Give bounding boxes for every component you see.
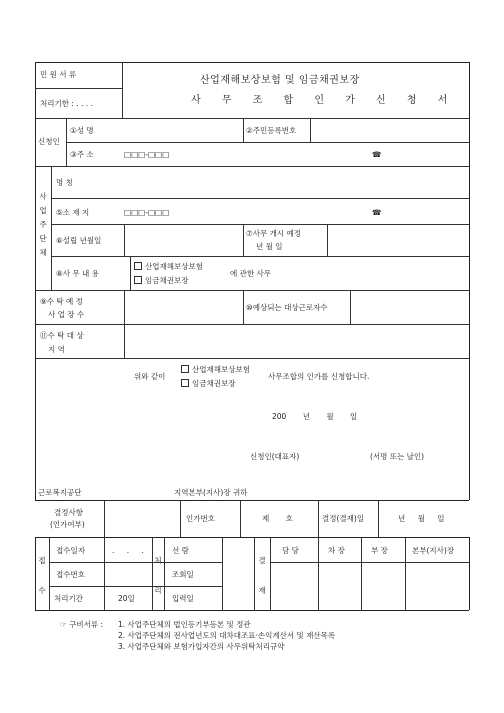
checkbox-icon — [134, 262, 142, 270]
sign-note: (서명 또는 날인) — [370, 452, 425, 461]
check-row-label: 조회일 — [172, 570, 194, 579]
applicant-section-label: 신청인 — [38, 137, 60, 146]
business-section-label: 사업주단체 — [39, 192, 47, 257]
period-label: 처리기간 — [54, 594, 83, 603]
attachment-item: 1. 사업주단체의 법인등기부등본 및 정관 — [118, 620, 251, 629]
content-suffix: 에 관한 사무 — [230, 269, 271, 278]
start-date-ymd: 년 월 일 — [256, 242, 283, 251]
start-date-label: ⑦사무 개시 예정 — [246, 229, 301, 238]
planned-sites-label-2: 사 업 장 수 — [48, 310, 85, 319]
permit-no-value[interactable]: 제 호 — [262, 514, 293, 523]
planned-sites-field[interactable] — [126, 292, 241, 322]
input-row-label: 입력일 — [172, 594, 194, 603]
start-date-field[interactable] — [329, 226, 467, 254]
approval-section-label: 결재 — [258, 556, 266, 595]
approval-col-staff: 담 당 — [282, 546, 299, 555]
attachment-item: 3. 사업주단체와 보험가입자간의 사무위탁처리규약 — [118, 642, 285, 651]
decision-field[interactable] — [106, 502, 178, 535]
attachments-label: ☞ 구비서류 : — [60, 620, 103, 629]
form-title: 산업재해보상보험 및 임금채권보장 — [200, 75, 360, 86]
business-name-field[interactable] — [124, 168, 467, 196]
recipient-org: 근로복지공단 — [38, 488, 82, 497]
business-content-label: ⑧사 무 내 용 — [56, 269, 99, 278]
phone-icon: ☎ — [372, 208, 382, 217]
area-label-2: 지 역 — [48, 345, 65, 354]
area-field[interactable] — [126, 326, 467, 356]
name-label: ①성 명 — [70, 126, 94, 135]
sent-row-label: 선 람 — [172, 546, 189, 555]
decision-date-label: 결정(결재)일 — [322, 514, 365, 523]
process-section-label: 처리 — [154, 556, 162, 595]
location-zip[interactable]: □□□-□□□ — [124, 208, 170, 217]
establish-date-field[interactable] — [126, 226, 241, 254]
statement-option-insurance[interactable]: 산업재해보상보험 — [181, 365, 250, 374]
address-zip[interactable]: □□□-□□□ — [124, 150, 170, 159]
option-wage[interactable]: 임금채권보장 — [134, 276, 188, 285]
expected-workers-field[interactable] — [352, 292, 467, 322]
recipient-to: 지역본부(지사)장 귀하 — [174, 488, 248, 497]
form-subtitle: 사 무 조 합 인 가 신 청 서 — [191, 95, 457, 106]
business-name-label: 명 칭 — [56, 178, 73, 187]
receipt-date-value[interactable]: . . . — [112, 546, 149, 555]
name-field[interactable] — [124, 120, 241, 140]
location-label: ⑤소 재 지 — [56, 208, 90, 217]
checkbox-icon — [134, 276, 142, 284]
receipt-section-label: 접수 — [38, 556, 46, 595]
approval-sign-box[interactable] — [320, 564, 359, 608]
signer-label: 신청인(대표자) — [250, 452, 300, 461]
deadline-label: 처리기한 : . . . . — [40, 99, 93, 108]
checkbox-icon — [181, 379, 189, 387]
period-value: 20일 — [118, 594, 135, 603]
approval-col-director: 본부(지사)장 — [412, 546, 455, 555]
checkbox-icon — [181, 365, 189, 373]
decision-date-value[interactable]: 년 월 일 — [398, 514, 445, 523]
statement-suffix: 사무조합의 인가를 신청합니다. — [268, 372, 370, 381]
statement-date[interactable]: 200 년 월 일 — [272, 412, 358, 421]
approval-sign-box[interactable] — [272, 564, 316, 608]
phone-icon: ☎ — [372, 150, 382, 159]
receipt-no-field[interactable] — [106, 564, 150, 584]
civil-docs-label: 민 원 서 류 — [40, 70, 77, 79]
receipt-date-label: 접수일자 — [56, 546, 85, 555]
expected-workers-label: ⑩예상되는 대상근로자수 — [246, 303, 328, 312]
statement-option-wage[interactable]: 임금채권보장 — [181, 379, 235, 388]
receipt-no-label: 접수번호 — [56, 570, 85, 579]
permit-no-label: 인가번호 — [186, 514, 215, 523]
decision-matter-label: 결정사항 — [54, 508, 83, 517]
rrn-label: ②주민등록번호 — [246, 126, 297, 135]
planned-sites-label: ⑨수 탁 예 정 — [40, 297, 83, 306]
area-label: ⑪수 탁 대 상 — [40, 331, 84, 340]
statement-prefix: 위와 같이 — [134, 372, 166, 381]
approval-sign-box[interactable] — [407, 564, 467, 608]
approval-col-manager: 부 장 — [371, 546, 388, 555]
establish-date-label: ⑥설립 년월일 — [56, 236, 102, 245]
attachment-item: 2. 사업주단체의 전사업년도의 대차대조표·손익계산서 및 재산목록 — [118, 631, 336, 640]
address-label: ③주 소 — [70, 150, 94, 159]
approval-sign-box[interactable] — [363, 564, 403, 608]
rrn-field[interactable] — [312, 120, 467, 140]
decision-matter-label-2: (인가여부) — [50, 520, 85, 529]
option-insurance[interactable]: 산업재해보상보험 — [134, 262, 203, 271]
approval-col-deputy: 차 장 — [328, 546, 345, 555]
